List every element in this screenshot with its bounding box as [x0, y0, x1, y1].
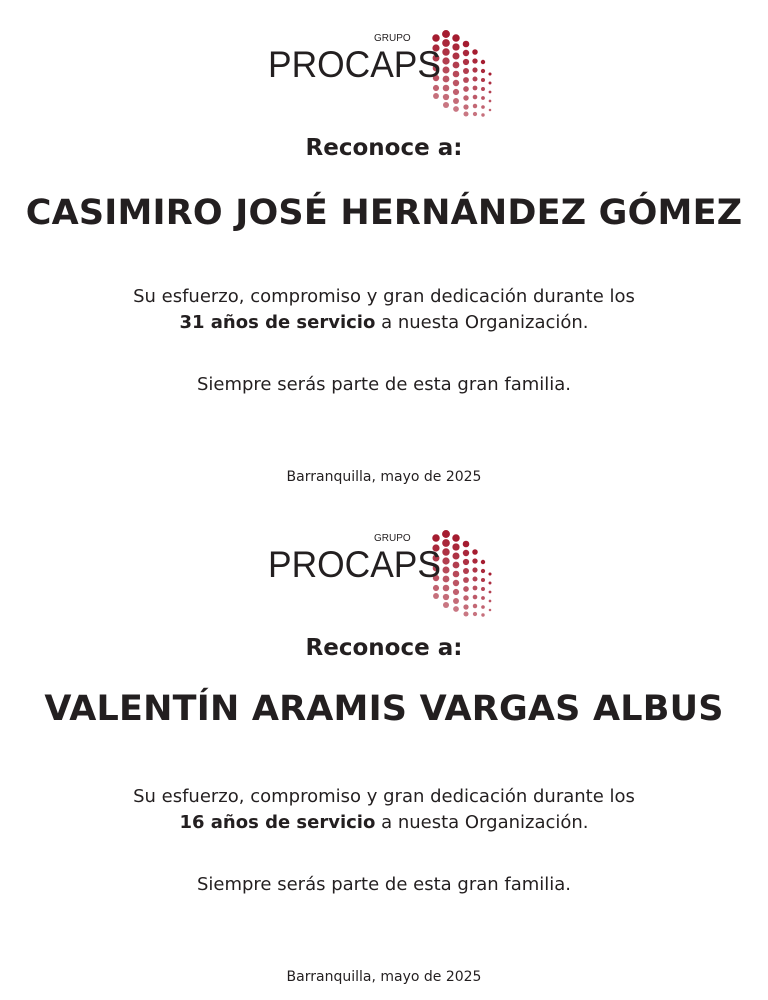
logo-dot [442, 57, 449, 64]
logo-dot [489, 100, 492, 103]
logo-dot [453, 80, 459, 86]
logo-dot [442, 66, 449, 73]
logo-dot [473, 95, 478, 100]
message-line-2-rest: a nuesta Organización. [375, 812, 589, 833]
logo-dot [433, 85, 439, 91]
logo-dot [489, 82, 492, 85]
logo-dot [473, 104, 477, 108]
logo-dot [442, 530, 450, 538]
logo-dot [473, 595, 478, 600]
logo-dot [481, 613, 484, 616]
logo-dot [463, 104, 468, 109]
logo-dot [442, 30, 450, 38]
logo-dot [473, 577, 478, 582]
logo-dot [452, 34, 459, 41]
procaps-logo-graphic [266, 524, 496, 624]
logo-dot [463, 50, 469, 56]
logo-dot [463, 586, 469, 592]
logo-dot [463, 568, 469, 574]
logo-dot [452, 534, 459, 541]
logo-dot [463, 41, 470, 48]
logo-dot [481, 113, 484, 116]
logo-group-label: GRUPO [374, 533, 411, 544]
logo-dot [453, 589, 459, 595]
honoree-name: VALENTÍN ARAMIS VARGAS ALBUS [44, 689, 724, 729]
logo-dot [472, 567, 477, 572]
logo-dot [481, 569, 485, 573]
logo-dot [443, 594, 449, 600]
logo-dot [472, 549, 478, 555]
logo-dot [463, 77, 469, 83]
logo-dot [433, 585, 439, 591]
logo-dot [432, 34, 439, 41]
logo-dot [488, 72, 491, 75]
logo-dot [481, 87, 485, 91]
message-line-1: Su esfuerzo, compromiso y gran dedicación durante los [133, 786, 635, 807]
logo-dot [453, 106, 459, 112]
logo-dot [443, 76, 450, 83]
message-line-1: Su esfuerzo, compromiso y gran dedicación durante los [133, 286, 635, 307]
logo-dot [489, 109, 492, 112]
logo-dot-sphere-icon [432, 30, 491, 117]
logo-dot [481, 596, 485, 600]
logo-group-label: GRUPO [374, 33, 411, 44]
message-line-2 [0, 810, 768, 836]
logo-dot [463, 595, 468, 600]
place-and-date: Barranquilla, mayo de 2025 [286, 969, 482, 985]
closing-message: Siempre serás parte de esta gran familia. [196, 374, 572, 395]
logo-dot [432, 534, 439, 541]
logo-dot [443, 585, 450, 592]
logo-dot [452, 552, 459, 559]
logo-dot [489, 582, 492, 585]
procaps-logo [266, 524, 496, 624]
logo-brand-name: PROCAPS [268, 544, 441, 585]
logo-dot [472, 49, 478, 55]
service-years: 16 años de servicio [179, 812, 376, 833]
place-and-date: Barranquilla, mayo de 2025 [286, 469, 482, 485]
logo-dot [463, 604, 468, 609]
logo-dot [443, 85, 450, 92]
logo-dot [453, 71, 460, 78]
service-years: 31 años de servicio [179, 312, 376, 333]
logo-dot [443, 102, 449, 108]
logo-dot [453, 580, 459, 586]
logo-dot [481, 96, 485, 100]
logo-dot [443, 602, 449, 608]
message-line-2-rest: a nuesta Organización. [375, 312, 589, 333]
logo-dot [463, 577, 469, 583]
logo-dot [463, 86, 469, 92]
logo-dot [481, 60, 485, 64]
logo-dot [463, 59, 469, 65]
logo-dot [473, 77, 478, 82]
logo-dot [433, 93, 439, 99]
logo-dot [489, 609, 492, 612]
logo-dot [453, 562, 460, 569]
logo-dot [473, 612, 477, 616]
logo-dot [453, 62, 460, 69]
logo-dot [463, 541, 470, 548]
logo-dot [472, 58, 477, 63]
logo-dot [481, 587, 485, 591]
logo-dot [442, 48, 449, 55]
closing-message: Siempre serás parte de esta gran familia. [196, 874, 572, 895]
message-line-2 [0, 310, 768, 336]
logo-dot [463, 95, 468, 100]
logo-dot [453, 98, 459, 104]
logo-dot [481, 69, 485, 73]
recognizes-heading: Reconoce a: [305, 635, 463, 661]
logo-dot [442, 548, 449, 555]
logo-dot [473, 586, 478, 591]
logo-dot [442, 566, 449, 573]
logo-dot [481, 78, 485, 82]
logo-dot [489, 91, 492, 94]
logo-dot [481, 605, 485, 609]
logo-dot [473, 112, 477, 116]
logo-dot-sphere-icon [432, 530, 491, 617]
logo-dot [473, 604, 477, 608]
logo-dot [452, 543, 459, 550]
recognition-message [0, 784, 768, 836]
procaps-logo-graphic [266, 24, 496, 124]
logo-dot [463, 68, 469, 74]
logo-dot [488, 572, 491, 575]
logo-dot [472, 558, 477, 563]
logo-dot [453, 598, 459, 604]
recognition-message [0, 284, 768, 336]
logo-dot [433, 593, 439, 599]
logo-dot [481, 560, 485, 564]
logo-dot [443, 576, 450, 583]
recognizes-heading: Reconoce a: [305, 135, 463, 161]
logo-dot [453, 89, 459, 95]
logo-dot [489, 600, 492, 603]
logo-dot [463, 559, 469, 565]
procaps-logo [266, 24, 496, 124]
certificate [0, 500, 768, 1000]
logo-dot [463, 111, 468, 116]
logo-dot [453, 606, 459, 612]
logo-brand-name: PROCAPS [268, 44, 441, 85]
logo-dot [481, 105, 485, 109]
logo-dot [481, 578, 485, 582]
logo-dot [473, 86, 478, 91]
logo-dot [453, 571, 460, 578]
logo-dot [489, 591, 492, 594]
logo-dot [463, 550, 469, 556]
logo-dot [442, 39, 450, 47]
logo-dot [452, 52, 459, 59]
logo-dot [443, 94, 449, 100]
logo-dot [472, 67, 477, 72]
honoree-name: CASIMIRO JOSÉ HERNÁNDEZ GÓMEZ [25, 193, 743, 233]
logo-dot [442, 557, 449, 564]
logo-dot [463, 611, 468, 616]
logo-dot [452, 43, 459, 50]
logo-dot [442, 539, 450, 547]
